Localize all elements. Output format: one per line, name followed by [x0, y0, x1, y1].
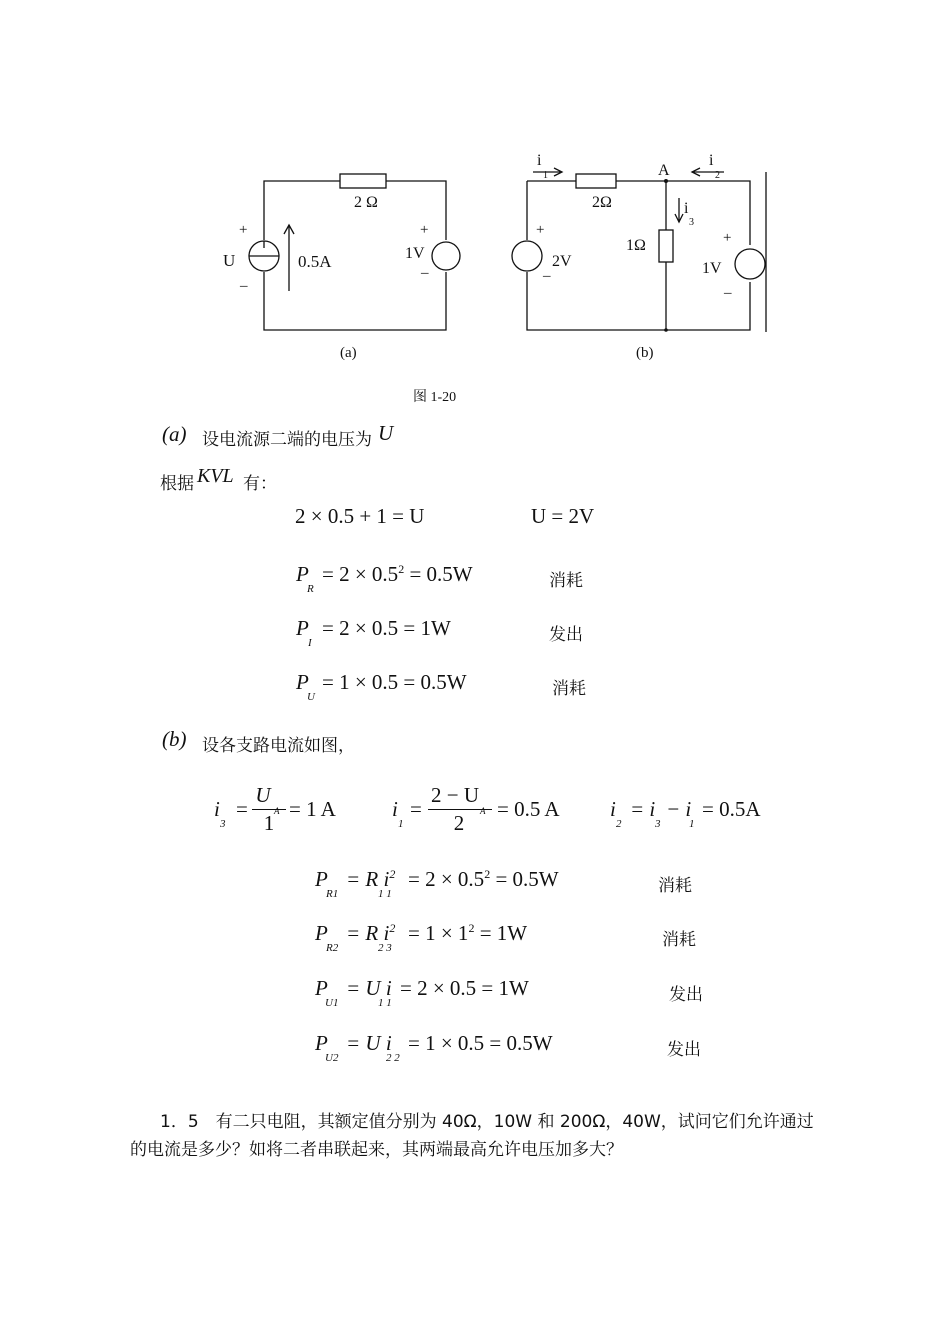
- part-b-tag: (b): [162, 727, 187, 751]
- node-a-label: A: [658, 162, 670, 179]
- resistor-mid-label-b: 1Ω: [626, 237, 646, 254]
- kvl-prefix: 根据: [160, 474, 194, 494]
- i2-result: = 0.5A: [702, 797, 761, 821]
- pr1-symbol: P: [315, 867, 328, 891]
- pu1-sub: U1: [325, 997, 339, 1009]
- kvl-result: U = 2V: [531, 504, 595, 528]
- pr1-sub: R1: [326, 888, 339, 900]
- voltage-source-1v-a: [432, 242, 460, 270]
- minus-b-right: –: [724, 285, 732, 301]
- pi-equation: = 2 × 0.5 = 1W: [322, 616, 451, 640]
- plus-b-left: +: [536, 222, 545, 238]
- i2-rhs-sub: 3: [655, 818, 661, 830]
- pi-symbol: P: [296, 616, 309, 640]
- part-a-heading: 设电流源二端的电压为: [202, 430, 372, 450]
- i2-lhs-sub: 2: [616, 818, 622, 830]
- pu1-midsub: 1 1: [378, 997, 392, 1009]
- pr2-mid: = R $i^2$: [346, 921, 396, 945]
- figure-caption: 图 1-20: [413, 390, 457, 405]
- problem-line-2: 的电流是多少？如将二者串联起来，其两端最高允许电压加多大？: [130, 1140, 623, 1160]
- i1-label: i: [537, 152, 542, 169]
- kvl-suffix: 有：: [243, 474, 277, 494]
- i2-minus: − i: [666, 797, 692, 821]
- pr2-midsub: 2 3: [378, 942, 392, 954]
- pr2-note: 消耗: [662, 930, 696, 950]
- pu2-symbol: P: [315, 1031, 328, 1055]
- pu-sub: U: [307, 691, 315, 703]
- i1-eq-sign: =: [410, 797, 422, 821]
- pu2-mid: = U i: [346, 1031, 392, 1055]
- resistor-label-a: 2 Ω: [354, 194, 378, 211]
- i2-label: i: [709, 152, 714, 169]
- source-left-label-b: 2V: [552, 253, 572, 270]
- voltage-source-1v-b: [735, 249, 765, 279]
- part-b-heading: 设各支路电流如图，: [202, 736, 355, 756]
- i1-small-a: A: [480, 806, 486, 816]
- part-a-heading-var: U: [378, 421, 394, 445]
- pr1-rest: = $2 \times 0.5^2 = 0.5W$: [408, 867, 559, 891]
- i2-sub: 2: [715, 170, 720, 181]
- pr1-midsub: 1 1: [378, 888, 392, 900]
- pu-note: 消耗: [552, 679, 586, 699]
- pr-equation: = $2 \times 0.5^2 = 0.5W$: [322, 562, 473, 586]
- minus-a-right: –: [421, 265, 429, 281]
- minus-b-left: –: [543, 268, 551, 284]
- circuit-figure: [0, 0, 950, 420]
- current-label-a: 0.5A: [298, 252, 332, 271]
- pi-sub: I: [308, 637, 312, 649]
- label-b: (b): [636, 345, 654, 361]
- pu2-midsub: 2 2: [386, 1052, 400, 1064]
- i3-small-a: A: [274, 806, 280, 816]
- resistor-2ohm-a: [340, 174, 386, 188]
- node-a-dot: [664, 179, 668, 183]
- pr1-mid: = R $i^2$: [346, 867, 396, 891]
- voltage-source-2v-b: [512, 241, 542, 271]
- pu1-symbol: P: [315, 976, 328, 1000]
- part-a-tag: (a): [162, 422, 187, 446]
- pr2-symbol: P: [315, 921, 328, 945]
- i1-denominator: 2: [453, 811, 465, 835]
- pu-equation: = 1 × 0.5 = 0.5W: [322, 670, 467, 694]
- label-a: (a): [340, 345, 357, 361]
- pu2-rest: = 1 × 0.5 = 0.5W: [408, 1031, 553, 1055]
- pr-sub: R: [307, 583, 314, 595]
- resistor-1ohm-b: [659, 230, 673, 262]
- pi-note: 发出: [549, 625, 583, 645]
- i2-minus-sub: 1: [689, 818, 695, 830]
- pu1-rest: = 2 × 0.5 = 1W: [400, 976, 529, 1000]
- pr2-sub: R2: [326, 942, 339, 954]
- plus-a-left: +: [239, 222, 248, 238]
- plus-b-right: +: [723, 230, 732, 246]
- i3-label: i: [684, 200, 689, 217]
- i1-lhs-sub: 1: [398, 818, 404, 830]
- minus-a-left: –: [240, 278, 248, 294]
- i3-sub: 3: [689, 217, 694, 228]
- source-right-label-b: 1V: [702, 260, 722, 277]
- i3-lhs: i: [214, 797, 220, 821]
- pr-symbol: P: [296, 562, 309, 586]
- source-voltage-label: U: [223, 251, 236, 270]
- i1-lhs: i: [392, 797, 398, 821]
- i3-numerator: U: [255, 783, 271, 807]
- i3-result: = 1 A: [289, 797, 336, 821]
- i1-result: = 0.5 A: [497, 797, 560, 821]
- i3-denominator: 1: [263, 811, 275, 835]
- pu2-note: 发出: [667, 1040, 701, 1060]
- i3-frac-line: [252, 809, 286, 810]
- i2-rhs: = i: [630, 797, 656, 821]
- pu1-note: 发出: [669, 985, 703, 1005]
- i1-numerator: 2 − U: [430, 783, 479, 807]
- i3-lhs-sub: 3: [220, 818, 226, 830]
- pu2-sub: U2: [325, 1052, 339, 1064]
- pr2-rest: = $1 \times 1^2 = 1W$: [408, 921, 528, 945]
- i1-sub: 1: [543, 170, 548, 181]
- pr1-note: 消耗: [658, 876, 692, 896]
- plus-a-right: +: [420, 222, 429, 238]
- pu-symbol: P: [296, 670, 309, 694]
- kvl-var: KVL: [197, 465, 234, 487]
- resistor-left-label-b: 2Ω: [592, 194, 612, 211]
- pr-note: 消耗: [549, 571, 583, 591]
- resistor-2ohm-b: [576, 174, 616, 188]
- problem-line-1: 1．5 有二只电阻，其额定值分别为 40Ω，10W 和 200Ω，40W，试问它们允许通过: [160, 1112, 814, 1132]
- voltage-label-a: 1V: [405, 245, 425, 262]
- i2-lhs: i: [610, 797, 616, 821]
- pu1-mid: = U i: [346, 976, 392, 1000]
- kvl-equation: 2 × 0.5 + 1 = U: [295, 504, 425, 528]
- i3-eq-sign: =: [236, 797, 248, 821]
